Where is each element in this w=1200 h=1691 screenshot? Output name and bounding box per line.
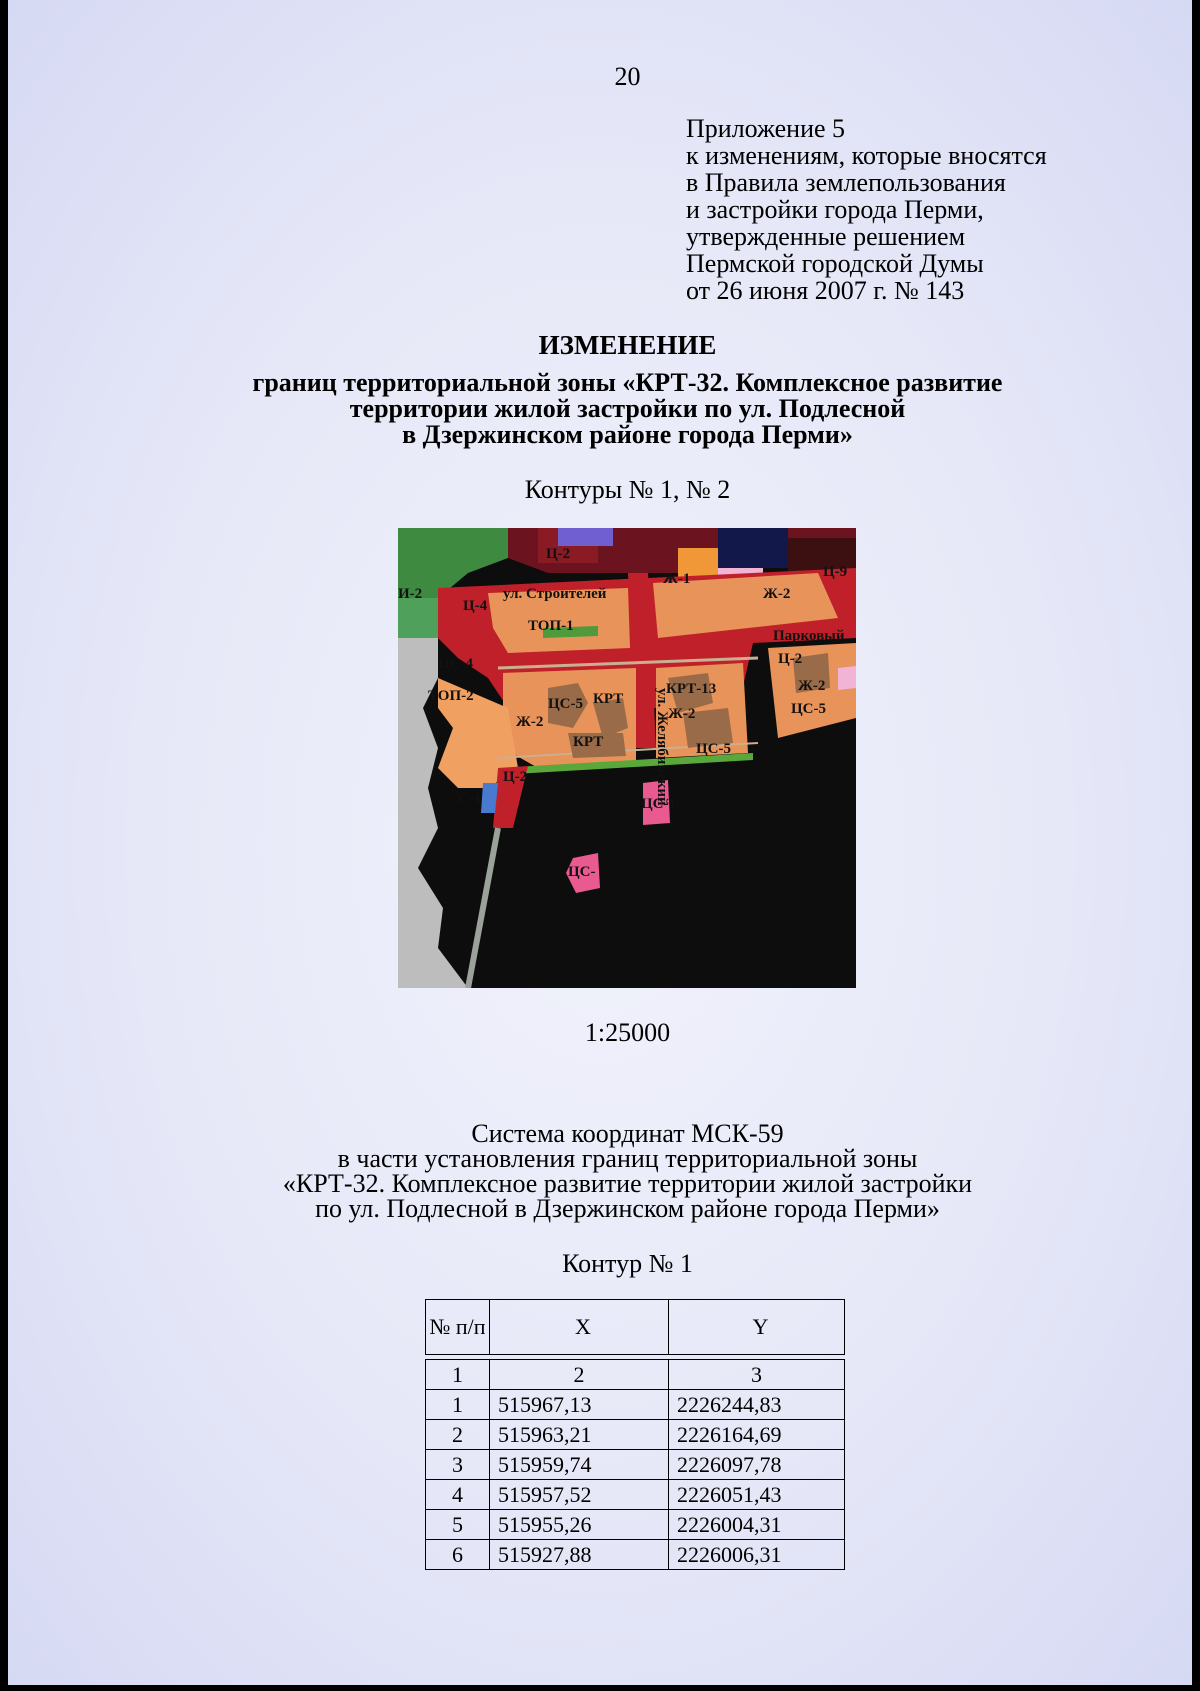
map-label-street: ул. Желябинский xyxy=(654,688,670,806)
table-cell: 515955,26 xyxy=(490,1510,669,1540)
table-cell: 2 xyxy=(426,1420,490,1450)
map-label-zone: ЦС-5 xyxy=(696,741,731,757)
contour-heading: Контур № 1 xyxy=(562,1249,693,1278)
map-label-zone: Ж-2 xyxy=(763,586,791,602)
table-cell: 2226006,31 xyxy=(669,1540,845,1570)
map-label-zone: Ж-2 xyxy=(516,714,544,730)
coordinate-system-caption xyxy=(0,1121,1200,1221)
map-label-zone: Ж-2 xyxy=(668,706,696,722)
map-label-zone: ЦС-5 xyxy=(548,696,583,712)
table-cell: 1 xyxy=(426,1360,490,1390)
map-scale: 1:25000 xyxy=(584,1018,671,1047)
subtitle-line: в Дзержинском районе города Перми» xyxy=(402,420,853,449)
table-cell: 4 xyxy=(426,1480,490,1510)
table-cell: 5 xyxy=(426,1510,490,1540)
table-row xyxy=(426,1480,845,1510)
column-header-y: Y xyxy=(669,1300,845,1355)
caption-line: Система координат МСК-59 xyxy=(471,1119,784,1148)
caption-line: по ул. Подлесной в Дзержинском районе города Перми» xyxy=(315,1194,940,1223)
map-label-street: Парковый xyxy=(773,628,845,644)
table-row xyxy=(426,1450,845,1480)
appendix-line: от 26 июня 2007 г. № 143 xyxy=(686,276,965,305)
map-label-zone: Ц-2 xyxy=(546,546,571,562)
map-label-zone: ЦС-4 xyxy=(438,656,473,672)
map-label-zone: КРТ xyxy=(593,691,624,707)
map-label-zone: ТОП-2 xyxy=(428,688,474,704)
map-label-zone: ТОП-1 xyxy=(528,618,574,634)
table-cell: 515967,13 xyxy=(490,1390,669,1420)
appendix-block xyxy=(686,115,1047,304)
appendix-line: в Правила землепользования xyxy=(686,168,1006,197)
map-label-zone: Ц-2 xyxy=(778,651,803,667)
table-cell: 515959,74 xyxy=(490,1450,669,1480)
map-label-zone: Ж-2 xyxy=(798,678,826,694)
zoning-map xyxy=(398,528,856,988)
table-row xyxy=(426,1390,845,1420)
map-label-street: ул. Строителей xyxy=(503,586,607,602)
table-row xyxy=(426,1540,845,1570)
map-label-zone: С-1 xyxy=(458,791,482,807)
caption-line: «КРТ-32. Комплексное развитие территории жилой застройки xyxy=(282,1169,973,1198)
column-header-number: № п/п xyxy=(426,1300,490,1355)
table-cell: 2226004,31 xyxy=(669,1510,845,1540)
map-label-zone: КРТ xyxy=(573,734,604,750)
map-label-zone: Ц-2 xyxy=(503,769,528,785)
document-subtitle xyxy=(0,370,1200,448)
map-label-zone: Ц-4 xyxy=(463,598,488,614)
map-label-zone: И-2 xyxy=(398,586,423,602)
table-row xyxy=(426,1510,845,1540)
table-cell: 2226097,78 xyxy=(669,1450,845,1480)
table-cell: 3 xyxy=(426,1450,490,1480)
coordinates-table xyxy=(425,1299,845,1570)
map-label-zone: ЦС- xyxy=(568,864,596,880)
map-label-zone: Ж-1 xyxy=(663,571,691,587)
table-cell: 3 xyxy=(669,1360,845,1390)
map-label-zone: ЦС-5 xyxy=(791,701,826,717)
page-number: 20 xyxy=(614,62,641,91)
table-cell: 2226244,83 xyxy=(669,1390,845,1420)
table-cell: 2 xyxy=(490,1360,669,1390)
table-index-row xyxy=(426,1360,845,1390)
table-cell: 1 xyxy=(426,1390,490,1420)
map-label-zone: ЦС-1 xyxy=(641,796,676,812)
table-cell: 515963,21 xyxy=(490,1420,669,1450)
contours-heading: Контуры № 1, № 2 xyxy=(524,475,731,504)
table-cell: 2226051,43 xyxy=(669,1480,845,1510)
table-cell: 515927,88 xyxy=(490,1540,669,1570)
appendix-line: Приложение 5 xyxy=(686,114,846,143)
appendix-line: утвержденные решением xyxy=(686,222,966,251)
table-cell: 515957,52 xyxy=(490,1480,669,1510)
table-row xyxy=(426,1420,845,1450)
appendix-line: Пермской городской Думы xyxy=(686,249,984,278)
table-cell: 6 xyxy=(426,1540,490,1570)
appendix-line: к изменениям, которые вносятся xyxy=(686,141,1047,170)
caption-line: в части установления границ территориальной зоны xyxy=(337,1144,918,1173)
map-label-zone: КРТ-13 xyxy=(666,681,717,697)
column-header-x: X xyxy=(490,1300,669,1355)
document-title: ИЗМЕНЕНИЕ xyxy=(538,330,717,360)
appendix-line: и застройки города Перми, xyxy=(686,195,984,224)
table-cell: 2226164,69 xyxy=(669,1420,845,1450)
subtitle-line: границ территориальной зоны «КРТ-32. Комплексное развитие xyxy=(252,368,1003,397)
subtitle-line: территории жилой застройки по ул. Подлесной xyxy=(349,394,906,423)
map-label-zone: Ц-9 xyxy=(823,564,848,580)
